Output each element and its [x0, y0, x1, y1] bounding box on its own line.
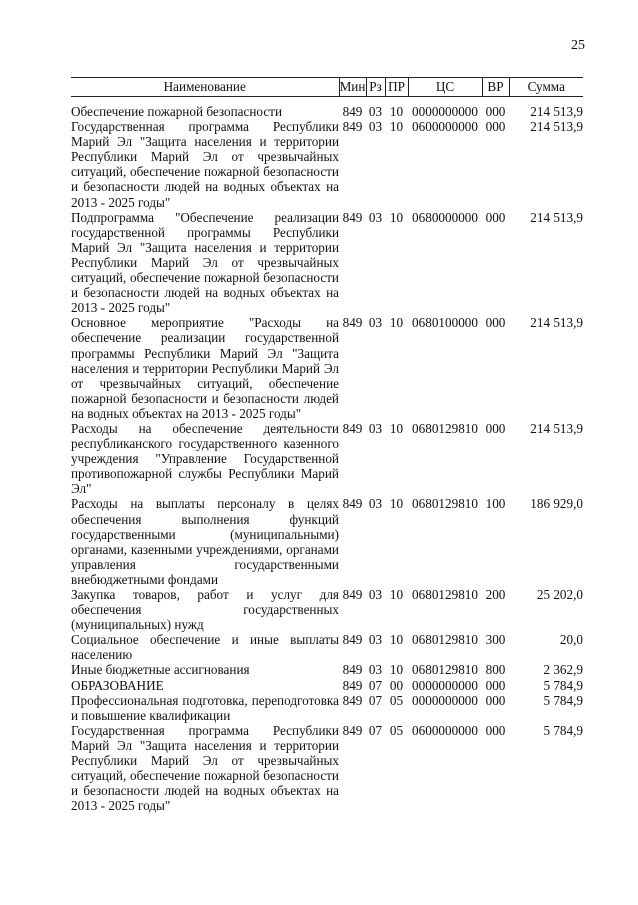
row-rz: 07 — [368, 722, 383, 738]
row-vr: 000 — [485, 104, 506, 119]
row-cs: 0680129810 — [412, 587, 478, 602]
row-name: Профессиональная подготовка, переподготовка и повышение квалификации — [71, 692, 339, 723]
row-pr: 00 — [389, 677, 404, 693]
header-cs: ЦС — [408, 78, 482, 97]
row-pr: 10 — [389, 209, 404, 225]
row-name: ОБРАЗОВАНИЕ — [71, 677, 164, 693]
row-min: 849 — [342, 209, 363, 225]
row-vr: 000 — [485, 677, 506, 693]
table-row — [71, 421, 583, 496]
row-pr: 05 — [389, 722, 404, 738]
header-spacer — [71, 97, 583, 105]
row-pr: 10 — [389, 632, 404, 648]
row-pr: 10 — [389, 662, 404, 678]
row-cs: 0000000000 — [412, 104, 478, 119]
row-vr: 800 — [485, 662, 506, 678]
table-row — [71, 723, 583, 814]
row-rz: 03 — [368, 119, 383, 135]
row-sum: 214 513,9 — [530, 420, 583, 436]
row-pr: 10 — [389, 420, 404, 436]
table-row — [71, 210, 583, 316]
row-sum: 214 513,9 — [530, 209, 583, 225]
table-row — [71, 104, 583, 119]
table-row — [71, 315, 583, 421]
row-sum: 5 784,9 — [543, 677, 583, 693]
row-rz: 03 — [368, 587, 383, 602]
row-vr: 300 — [485, 632, 506, 648]
table-row — [71, 693, 583, 723]
row-sum: 20,0 — [559, 632, 583, 648]
row-cs: 0000000000 — [412, 692, 478, 708]
row-rz: 03 — [368, 632, 383, 648]
table-header — [71, 78, 583, 97]
row-min: 849 — [342, 119, 363, 135]
table-row — [71, 662, 583, 677]
row-cs: 0680000000 — [412, 209, 478, 225]
row-min: 849 — [342, 662, 363, 678]
row-vr: 000 — [485, 315, 506, 331]
row-name: Иные бюджетные ассигнования — [71, 662, 250, 678]
row-name: Расходы на обеспечение деятельности республиканского государственного казенного учреждения "Управление Государственной противопожарной службы Республики Марий Эл" — [71, 420, 339, 497]
row-sum: 186 929,0 — [530, 496, 583, 512]
header-vr: ВР — [482, 78, 509, 97]
page-number: 25 — [571, 38, 585, 53]
header-min: Мин — [339, 78, 366, 97]
row-sum: 214 513,9 — [530, 119, 583, 135]
table-body — [71, 97, 583, 814]
row-min: 849 — [342, 692, 363, 708]
row-min: 849 — [342, 104, 363, 119]
row-min: 849 — [342, 420, 363, 436]
row-sum: 2 362,9 — [543, 662, 583, 678]
row-rz: 03 — [368, 104, 383, 119]
row-rz: 07 — [368, 692, 383, 708]
row-name: Социальное обеспечение и иные выплаты населению — [71, 632, 339, 663]
row-name: Основное мероприятие "Расходы на обеспечение реализации государственной программы Республики Марий Эл "Защита населения и территории Республики Марий Эл от чрезвычайных ситуаций, обеспечение пожарной безопасности и безопасности людей на водных объектах на 2013 - 2025 годы" — [71, 315, 339, 421]
row-min: 849 — [342, 587, 363, 602]
row-cs: 0680129810 — [412, 420, 478, 436]
header-rz: Рз — [366, 78, 385, 97]
row-cs: 0600000000 — [412, 119, 478, 135]
row-cs: 0000000000 — [412, 677, 478, 693]
row-pr: 10 — [389, 496, 404, 512]
row-cs: 0600000000 — [412, 722, 478, 738]
row-vr: 000 — [485, 722, 506, 738]
row-cs: 0680100000 — [412, 315, 478, 331]
row-cs: 0680129810 — [412, 662, 478, 678]
row-rz: 03 — [368, 209, 383, 225]
row-vr: 100 — [485, 496, 506, 512]
row-pr: 05 — [389, 692, 404, 708]
row-pr: 10 — [389, 104, 404, 119]
row-sum: 25 202,0 — [536, 587, 583, 602]
row-vr: 000 — [485, 692, 506, 708]
row-pr: 10 — [389, 119, 404, 135]
row-rz: 03 — [368, 420, 383, 436]
row-cs: 0680129810 — [412, 632, 478, 648]
row-name: Государственная программа Республики Марий Эл "Защита населения и территории Республики Марий Эл от чрезвычайных ситуаций, обеспечение пожарной безопасности и безопасности людей на водных объектах на 2013 - 2025 годы" — [71, 119, 339, 210]
table-row — [71, 587, 583, 632]
row-min: 849 — [342, 315, 363, 331]
row-vr: 000 — [485, 119, 506, 135]
table-row — [71, 632, 583, 662]
header-sum: Сумма — [509, 78, 583, 97]
row-name: Государственная программа Республики Марий Эл "Защита населения и территории Республики Марий Эл от чрезвычайных ситуаций, обеспечение пожарной безопасности и безопасности людей на водных объектах на 2013 - 2025 годы" — [71, 722, 339, 814]
row-sum: 214 513,9 — [530, 104, 583, 119]
row-rz: 03 — [368, 496, 383, 512]
row-sum: 214 513,9 — [530, 315, 583, 331]
header-pr: ПР — [385, 78, 408, 97]
row-rz: 07 — [368, 677, 383, 693]
row-vr: 000 — [485, 209, 506, 225]
row-cs: 0680129810 — [412, 496, 478, 512]
row-vr: 000 — [485, 420, 506, 436]
row-pr: 10 — [389, 315, 404, 331]
row-name: Закупка товаров, работ и услуг для обеспечения государственных (муниципальных) нужд — [71, 587, 339, 633]
table-row — [71, 678, 583, 693]
row-name: Подпрограмма "Обеспечение реализации государственной программы Республики Марий Эл "Защита населения и территории Республики Марий Эл от чрезвычайных ситуаций, обеспечение пожарной безопасности и безопасности людей на водных объектах на 2013 - 2025 годы" — [71, 209, 339, 316]
row-rz: 03 — [368, 662, 383, 678]
row-pr: 10 — [389, 587, 404, 602]
budget-table — [71, 77, 583, 813]
table-row — [71, 496, 583, 587]
row-sum: 5 784,9 — [543, 692, 583, 708]
row-min: 849 — [342, 496, 363, 512]
row-name: Обеспечение пожарной безопасности — [71, 104, 283, 119]
row-name: Расходы на выплаты персоналу в целях обеспечения выполнения функций государственными (муниципальными) органами, казенными учреждениями, органами управления государственными внебюджетными фондами — [71, 496, 339, 587]
table-row — [71, 119, 583, 210]
row-vr: 200 — [485, 587, 506, 602]
row-min: 849 — [342, 677, 363, 693]
row-rz: 03 — [368, 315, 383, 331]
row-sum: 5 784,9 — [543, 722, 583, 738]
header-name: Наименование — [71, 78, 339, 97]
row-min: 849 — [342, 632, 363, 648]
row-min: 849 — [342, 722, 363, 738]
